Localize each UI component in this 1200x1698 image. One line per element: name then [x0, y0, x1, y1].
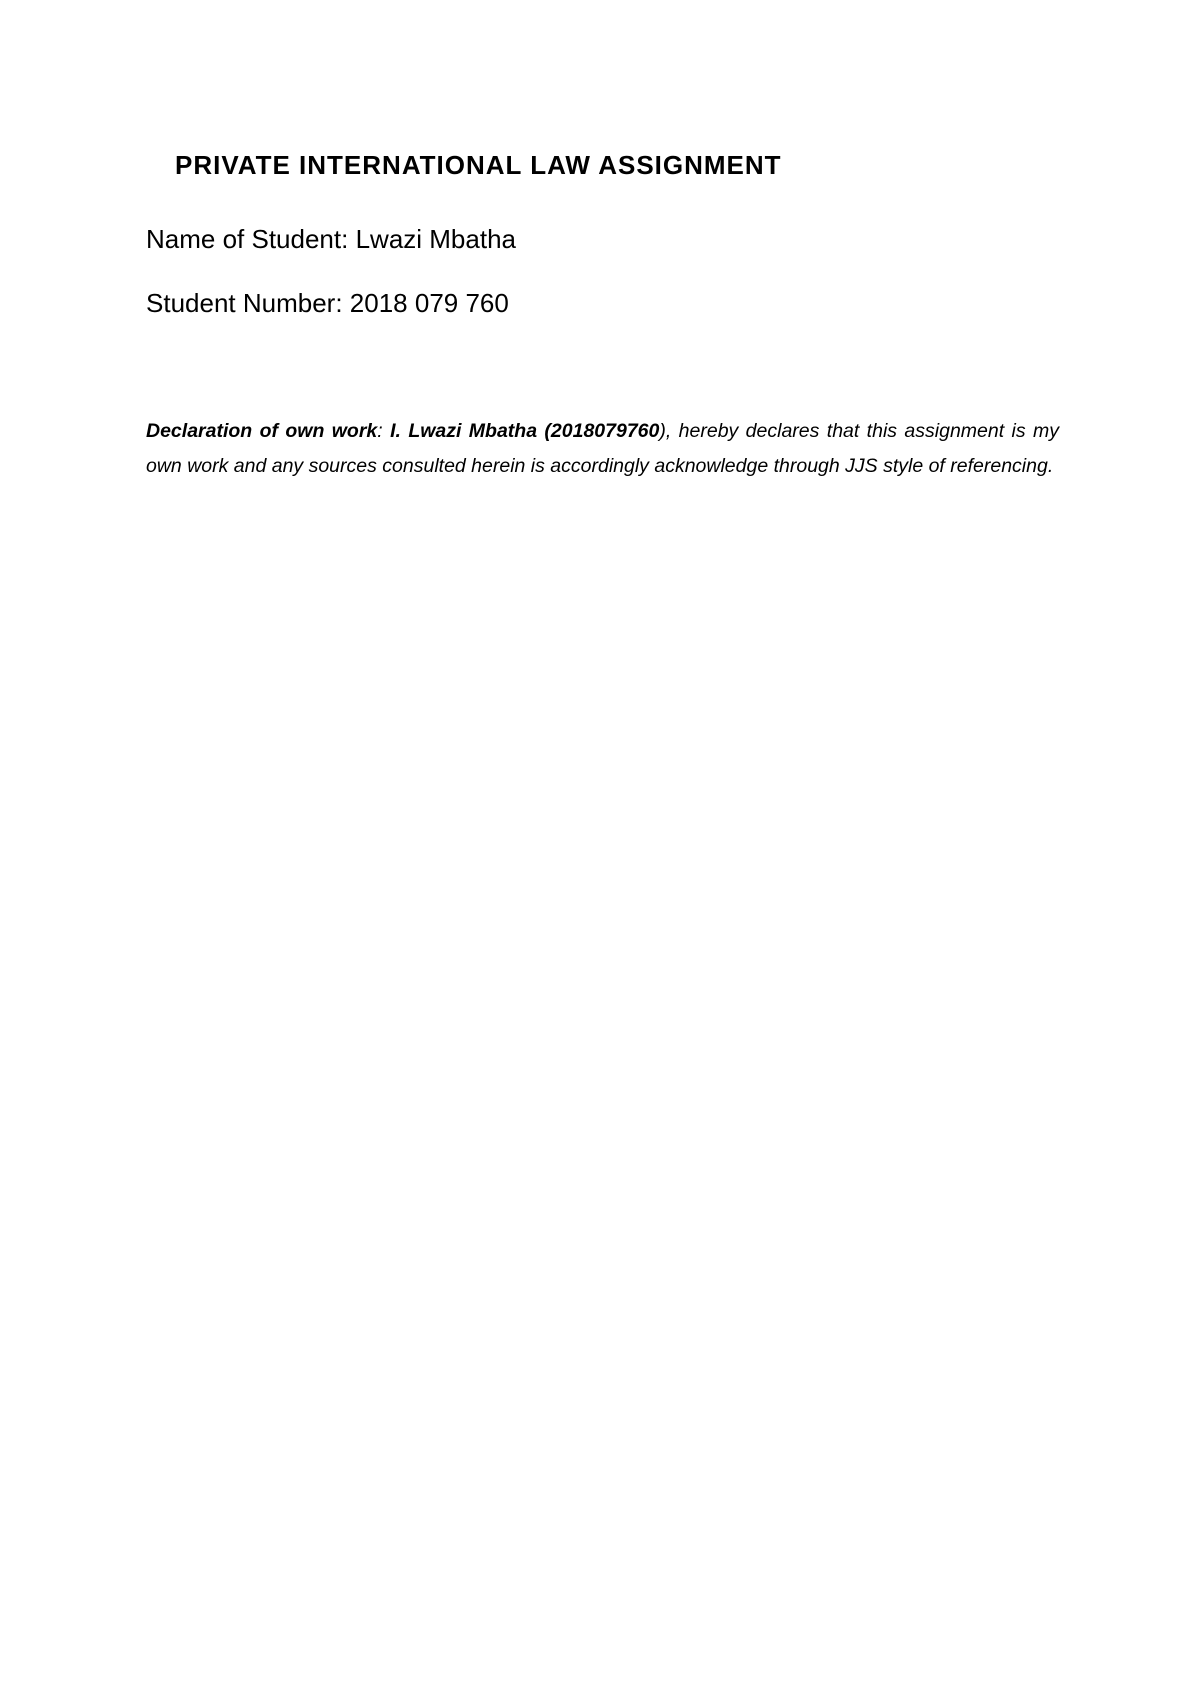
declaration-paragraph	[146, 414, 1059, 484]
declaration-body: ), hereby declares that this assignment is my own work and any sources consulted herein is accordingly acknowledge through JJS style of referencing.	[146, 420, 1059, 477]
declaration-declarant: I. Lwazi Mbatha (2018079760	[390, 420, 660, 442]
student-name-value: Lwazi Mbatha	[355, 224, 516, 254]
student-name-label: Name of Student:	[146, 224, 349, 254]
student-name-line	[146, 224, 516, 255]
student-number-line	[146, 288, 509, 319]
student-number-label: Student Number:	[146, 288, 343, 318]
student-number-value: 2018 079 760	[349, 288, 509, 318]
declaration-colon: :	[377, 420, 383, 442]
assignment-title: PRIVATE INTERNATIONAL LAW ASSIGNMENT	[175, 150, 782, 180]
declaration-heading: Declaration of own work	[146, 420, 378, 442]
